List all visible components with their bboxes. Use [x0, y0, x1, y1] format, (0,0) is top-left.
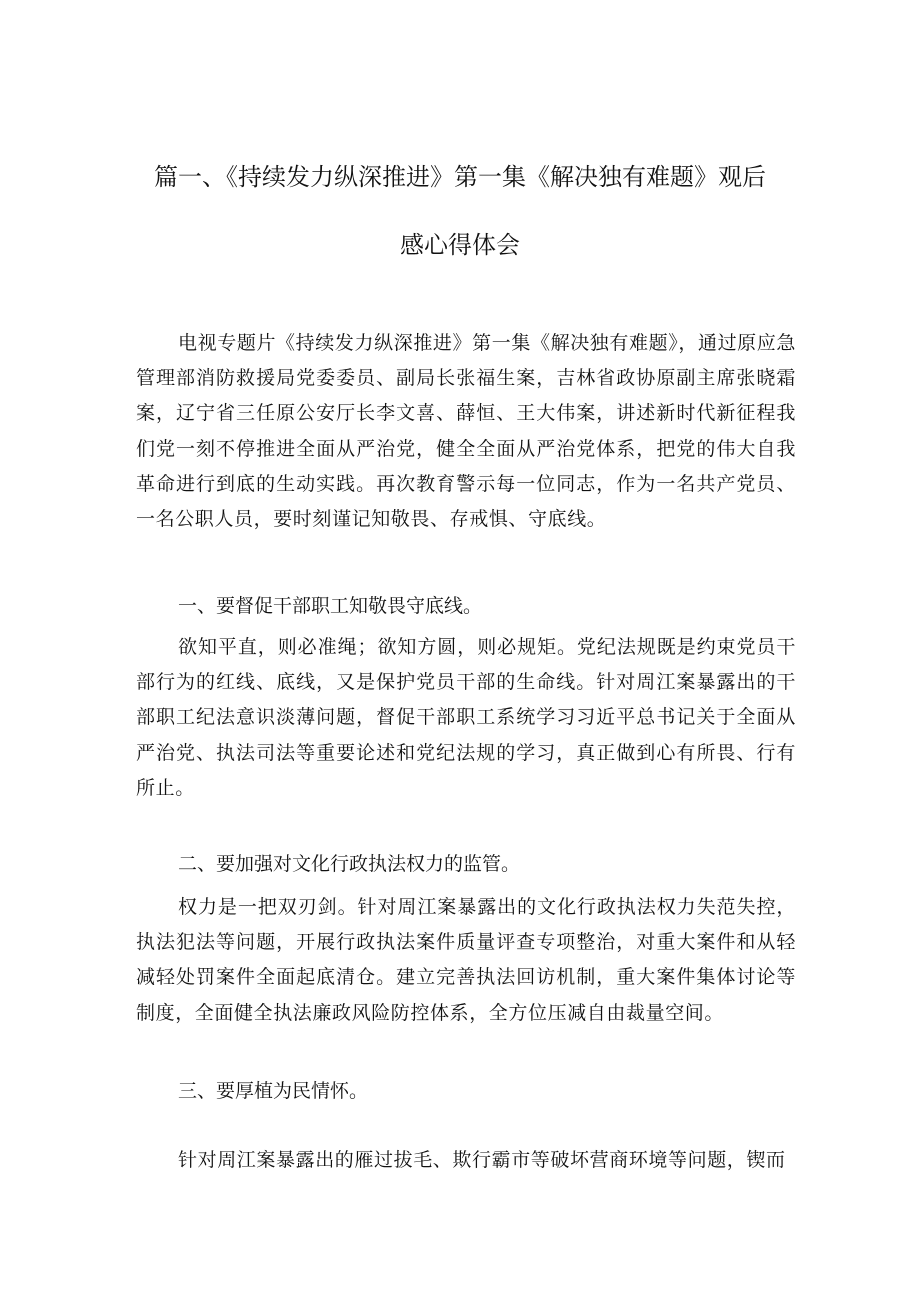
section-heading-3: 三、要厚植为民情怀。	[178, 1080, 369, 1102]
document-title-line-2: 感心得体会	[400, 231, 520, 259]
section-heading-1: 一、要督促干部职工知敬畏守底线。	[178, 595, 483, 617]
section-2-paragraph: 权力是一把双刃剑。针对周江案暴露出的文化行政执法权力失范失控，执法犯法等问题，开展行政执法案件质量评查专项整治，对重大案件和从轻减轻处罚案件全面起底清仓。建立完善执法回访机制，重大案件集体讨论等制度，全面健全执法廉政风险防控体系，全方位压减自由裁量空间。	[136, 896, 796, 1024]
section-1-paragraph: 欲知平直，则必准绳；欲知方圆，则必规矩。党纪法规既是约束党员干部行为的红线、底线，又是保护党员干部的生命线。针对周江案暴露出的干部职工纪法意识淡薄问题，督促干部职工系统学习习近平总书记关于全面从严治党、执法司法等重要论述和党纪法规的学习，真正做到心有所畏、行有所止。	[136, 636, 796, 799]
section-heading-2: 二、要加强对文化行政执法权力的监管。	[178, 853, 521, 875]
document-title-line-1: 篇一、《持续发力纵深推进》第一集《解决独有难题》观后	[154, 163, 766, 191]
intro-paragraph: 电视专题片《持续发力纵深推进》第一集《解决独有难题》，通过原应急管理部消防救援局党委委员、副局长张福生案，吉林省政协原副主席张晓霜案，辽宁省三任原公安厅长李文喜、薛恒、王大伟案，讲述新时代新征程我们党一刻不停推进全面从严治党，健全全面从严治党体系，把党的伟大自我革命进行到底的生动实践。再次教育警示每一位同志，作为一名共产党员、一名公职人员，要时刻谨记知敬畏、存戒惧、守底线。	[136, 332, 796, 531]
section-3-paragraph: 针对周江案暴露出的雁过拔毛、欺行霸市等破坏营商环境等问题，锲而	[178, 1149, 786, 1171]
